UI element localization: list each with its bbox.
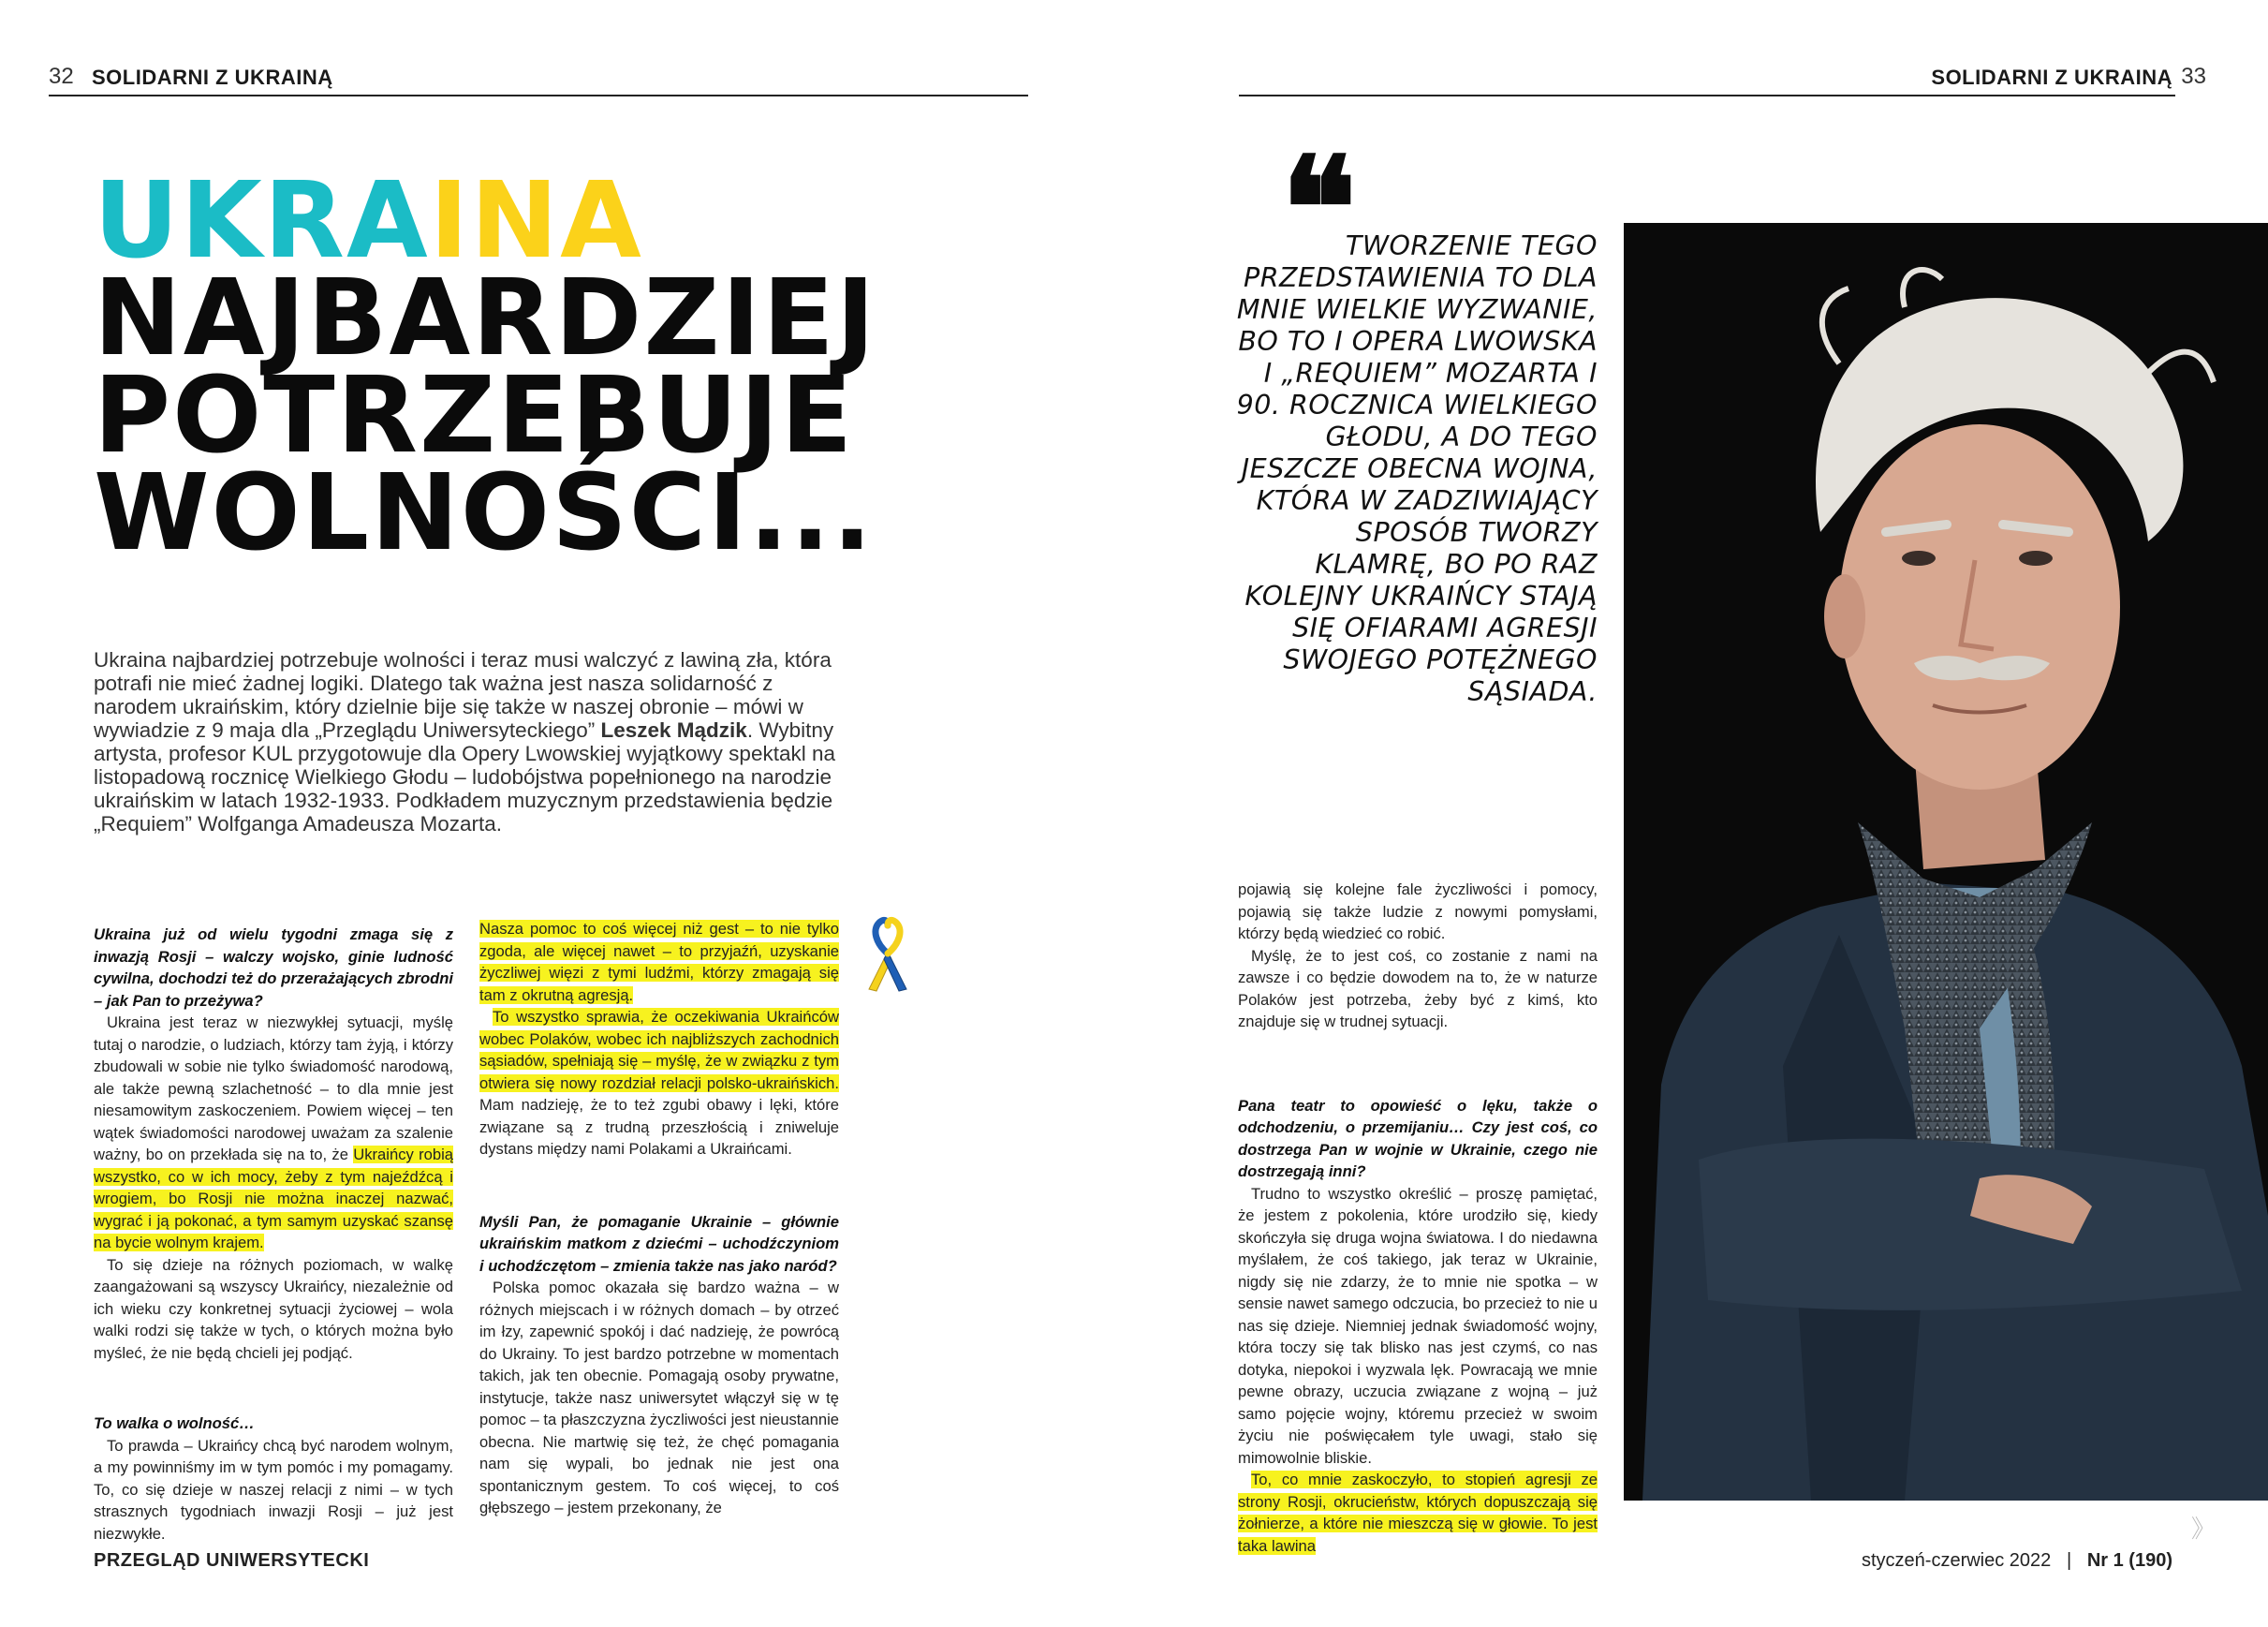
highlighted-text: Nasza pomoc to coś więcej niż gest – to nie tylko zgoda, ale więcej nawet – to przyjaźń, uzyskanie życzliwej więzi z tymi ludźmi, którzy zmagają się tam z okrutną agresją. (479, 920, 839, 1004)
title-teal-part: UKRA (94, 160, 430, 282)
title-yellow-part: INA (429, 160, 643, 282)
portrait-photo (1624, 223, 2268, 1501)
lead-text-before: Ukraina najbardziej potrzebuje wolności i teraz musi walczyć z lawiną zła, która potrafi nie mieć żadnej logiki. Dlatego tak ważna jest nasza solidarność z narodem ukraińskim, który dzielnie bije się także w naszej obronie – mówi w wywiadzie z 9 maja dla „Przeglądu Uniwersyteckiego” (94, 648, 832, 742)
title-line-3: POTRZEBUJE (94, 355, 855, 477)
answer-paragraph: To prawda – Ukraińcy chcą być narodem wolnym, a my powinniśmy im w tym pomóc i my pomagamy. To, co się dzieje w naszej relacji z nimi – w tych strasznych tygodniach inwazji Rosji – już jest niezwykłe. (94, 1436, 453, 1543)
question-1: Ukraina już od wielu tygodni zmaga się z inwazją Rosji – walczy wojsko, ginie ludność cywilna, dochodzi też do przerażających zbrodni – jak Pan to przeżywa? (94, 925, 453, 1010)
next-page-icon: 》 (2191, 1515, 2216, 1543)
answer-paragraph (1238, 1469, 1598, 1557)
answer-text: Ukraina jest teraz w niezwykłej sytuacji, myślę tutaj o narodzie, o ludziach, którzy tam żyją, i którzy zbudowali w sobie nie tylko świadomość narodową, ale także pewną szlachetność – to dla mnie jest niesamowitym zaskoczeniem. Powiem więcej – ten wątek świadomości narodowej uważam za szalenie ważny, bo on przekłada się na to, że (94, 1013, 453, 1163)
title-line-1 (94, 160, 936, 282)
highlighted-text: To wszystko sprawia, że oczekiwania Ukraińców wobec Polaków, wobec ich najbliższych zachodnich sąsiadów, spełniają się – myślę, że w związku z tym otwiera się nowy rozdział relacji polsko-ukraińskich. (479, 1008, 839, 1092)
left-section-label: SOLIDARNI Z UKRAINĄ (92, 66, 333, 89)
answer-paragraph: Polska pomoc okazała się bardzo ważna – w różnych miejscach i w różnych domach – by otrzeć im łzy, zapewnić spokój i dać nadzieję, że powrócą do Ukrainy. To jest bardzo potrzebne w momentach takich, jak ten obecnie. Pomagają osoby prywatne, instytucje, także nasz uniwersytet włączył się w tę pomoc – ta płaszczyzna życzliwości jest nieustannie obecna. Nie martwię się też, że chęć pomagania nam się wypali, bo jednak nie jest ona spontanicznym gestem. To coś więcej, to coś głębszego – jestem przekonany, że (479, 1279, 839, 1516)
pull-quote: TWORZENIE TEGO PRZEDSTAWIENIA TO DLA MNIE WIELKIE WYZWANIE, BO TO I OPERA LWOWSKA I „REQUIEM” MOZARTA I 90. ROCZNICA WIELKIEGO GŁODU, A DO TEGO JESZCZE OBECNA WOJNA, KTÓRA W ZADZIWIAJĄCY SPOSÓB TWORZY KLAMRĘ, BO PO RAZ KOLEJNY UKRAIŃCY STAJĄ SIĘ OFIARAMI AGRESJI SWOJEGO POTĘŻNEGO SĄSIADA. (1236, 230, 1598, 707)
title-line-2: NAJBARDZIEJ (94, 258, 877, 379)
quote-mark-icon: ❝ (1281, 126, 1357, 291)
body-column-1 (94, 918, 453, 1545)
answer-paragraph: Trudno to wszystko określić – proszę pamiętać, że jestem z pokolenia, które urodziło się, kiedy skończyła się druga wojna światowa. I do niedawna myślałem, że coś takiego, jak teraz w Ukrainie, nigdy się nie zdarzy, że to mnie nie spotka – w sensie nawet samego odczucia, bo przecież to nie u nas się dzieje. Niemniej jednak świadomość wojny, która toczy się tak blisko nas jest czymś, co nas dotyka, niepokoi i wyzwala lęk. Powracają we mnie pewne obrazy, uczucia związane z wojną – już samo pojęcie wojny, któremu przecież w swoim życiu nie poświęcałem tyle uwagi, stało się mimowolnie bliskie. (1238, 1184, 1598, 1467)
question-3: Myśli Pan, że pomaganie Ukrainie – głównie ukraińskim matkom z dziećmi – uchodźczyniom i uchodźczętom – zmienia także nas jako naród? (479, 1212, 839, 1275)
ribbon-loop-right (888, 920, 900, 954)
answer-paragraph (94, 1012, 453, 1254)
answer-paragraph: To się dzieje na różnych poziomach, w walkę zaangażowani są wszyscy Ukraińcy, niezależnie od ich wieku czy konkretnej sytuacji życiowej – wola walki rodzi się także w tych, o których można było myśleć, że nie będą chcieli jej podjąć. (94, 1255, 453, 1362)
highlighted-text: Ukraińcy robią wszystko, co w ich mocy, żeby z tym najeźdźcą i wrogiem, bo Rosji nie można inaczej nazwać, wygrać i ją pokonać, a tym samym uzyskać szansę na bycie wolnym krajem. (94, 1146, 453, 1251)
ear (1824, 574, 1865, 658)
answer-paragraph (479, 1006, 839, 1161)
footer-date: styczeń-czerwiec 2022 (1861, 1550, 2052, 1571)
footer-separator: | (2066, 1550, 2072, 1571)
answer-paragraph (479, 918, 839, 1006)
right-page-number: 33 (2181, 64, 2206, 89)
answer-paragraph: Myślę, że to jest coś, co zostanie z nami na zawsze i co będzie dowodem na to, że w naturze Polaków jest potrzeba, żeby być z kimś, kto znajduje się w trudnej sytuacji. (1238, 946, 1598, 1030)
lead-paragraph (94, 648, 862, 836)
portrait-illustration (1624, 223, 2268, 1501)
highlighted-text: To, co mnie zaskoczyło, to stopień agresji ze strony Rosji, okrucieństw, których dopuszczają się żołnierze, a które nie mieszczą się w głowie. To jest taka lawina (1238, 1471, 1598, 1555)
right-header-rule (1239, 95, 2175, 96)
footer-issue-info (1862, 1550, 2172, 1572)
question-4: Pana teatr to opowieść o lęku, także o odchodzeniu, o przemijaniu… Czy jest coś, co dostrzega Pan w wojnie w Ukrainie, czego nie dostrzegają inni? (1238, 1096, 1598, 1180)
ribbon-right-tail (884, 952, 906, 991)
lead-text-after: . Wybitny artysta, profesor KUL przygotowuje dla Opery Lwowskiej wyjątkowy spektakl na listopadową rocznicę Wielkiego Głodu – ludobójstwa popełnionego na narodzie ukraińskim w latach 1932-1933. Podkładem muzycznym przedstawienia będzie „Requiem” Wolfganga Amadeusza Mozarta. (94, 718, 836, 836)
body-column-2 (479, 918, 839, 1519)
face (1839, 424, 2120, 790)
footer-publication: PRZEGLĄD UNIWERSYTECKI (94, 1550, 370, 1571)
question-2: To walka o wolność… (94, 1414, 255, 1432)
lead-author: Leszek Mądzik (600, 718, 747, 742)
left-page-number: 32 (49, 64, 74, 89)
article-title (94, 160, 936, 574)
ukraine-ribbon-icon (860, 916, 916, 995)
right-eye (2019, 551, 2053, 566)
answer-paragraph: pojawią się kolejne fale życzliwości i pomocy, pojawią się także ludzie z nowymi pomysłami, którzy będą wiedzieć co robić. (1238, 880, 1598, 942)
left-eye (1902, 551, 1936, 566)
body-column-3 (1238, 879, 1598, 1557)
footer-issue-number: Nr 1 (190) (2086, 1550, 2172, 1571)
title-line-4: WOLNOŚCI... (94, 452, 875, 574)
crossed-arms (1699, 1139, 2242, 1310)
right-section-label: SOLIDARNI Z UKRAINĄ (1931, 66, 2172, 89)
answer-text: Mam nadzieję, że to też zgubi obawy i lęki, które związane są z trudną przeszłością i zniweluje dystans między nami Polakami a Ukraińcami. (479, 1096, 839, 1158)
left-header-rule (49, 95, 1028, 96)
